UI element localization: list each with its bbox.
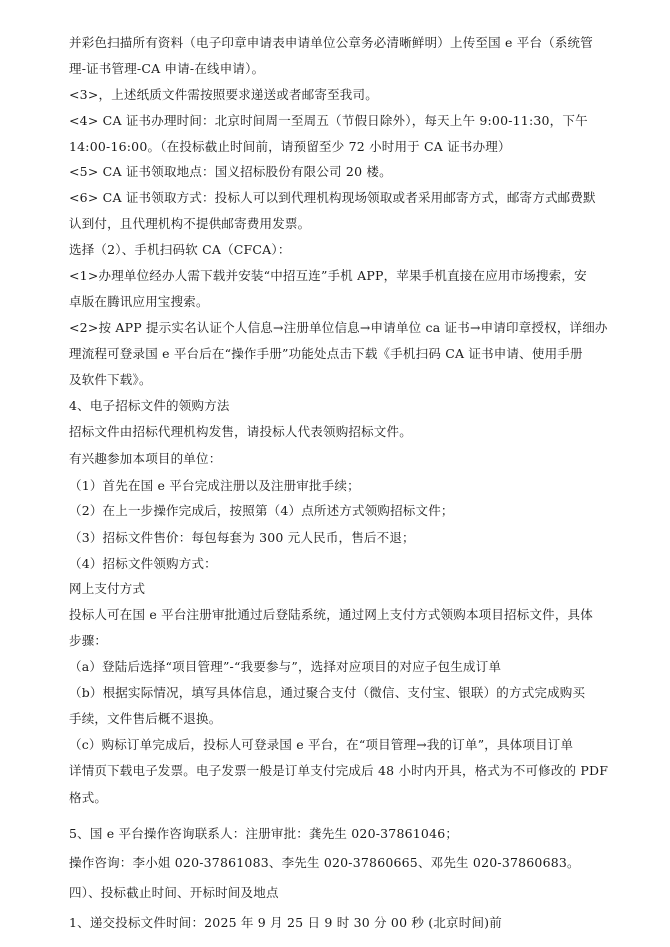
text-line: 操作咨询：李小姐 020-37861083、李先生 020-37860665、邓先生 020-37860683。 <box>69 855 580 870</box>
text-line: <3>，上述纸质文件需按照要求递送或者邮寄至我司。 <box>69 87 378 102</box>
text-line: 有兴趣参加本项目的单位： <box>69 451 222 466</box>
text-line: （a）登陆后选择“项目管理”-“我要参与”，选择对应项目的对应子包生成订单 <box>69 659 502 674</box>
text-line: 卓版在腾讯应用宝搜索。 <box>69 294 209 309</box>
text-line: 1、递交投标文件时间：2025 年 9 月 25 日 9 时 30 分 00 秒 (北京时间)前 <box>69 915 502 930</box>
text-line: （b）根据实际情况，填写具体信息，通过聚合支付（微信、支付宝、银联）的方式完成购买 <box>69 685 586 700</box>
text-line: 网上支付方式 <box>69 581 146 596</box>
text-line: 手续，文件售后概不退换。 <box>69 711 222 726</box>
text-line: <1>办理单位经办人需下载并安装“中招互连”手机 APP，苹果手机直接在应用市场搜索，安 <box>69 268 587 283</box>
text-line: （3）招标文件售价：每包每套为 300 元人民币，售后不退； <box>69 530 415 545</box>
text-line: 理-证书管理-CA 申请-在线申请）。 <box>69 61 265 76</box>
text-line: 理流程可登录国 e 平台后在“操作手册”功能处点击下载《手机扫码 CA 证书申请、使用手册 <box>69 346 583 361</box>
text-line: 认到付，且代理机构不提供邮寄费用发票。 <box>69 216 311 231</box>
text-line: （1）首先在国 e 平台完成注册以及注册审批手续； <box>69 478 360 493</box>
text-line: 并彩色扫描所有资料（电子印章申请表申请单位公章务必清晰鲜明）上传至国 e 平台（系统管 <box>69 35 593 50</box>
text-line: （2）在上一步操作完成后，按照第（4）点所述方式领购招标文件； <box>69 503 454 518</box>
text-line: <4> CA 证书办理时间：北京时间周一至周五（节假日除外），每天上午 9:00-11:30，下午 <box>69 113 588 128</box>
text-line: 14:00-16:00。（在投标截止时间前，请预留至少 72 小时用于 CA 证书办理） <box>69 139 511 154</box>
text-line: <2>按 APP 提示实名认证个人信息→注册单位信息→申请单位 ca 证书→申请印章授权，详细办 <box>69 320 608 335</box>
text-line: 招标文件由招标代理机构发售，请投标人代表领购招标文件。 <box>69 424 412 439</box>
text-line: 及软件下载》。 <box>69 372 152 387</box>
text-line: （c）购标订单完成后，投标人可登录国 e 平台，在“项目管理→我的订单”，具体项目订单 <box>69 737 574 752</box>
text-line: 选择（2）、手机扫码软 CA（CFCA）： <box>69 242 291 257</box>
section-heading: 四）、投标截止时间、开标时间及地点 <box>69 885 279 900</box>
text-line: 投标人可在国 e 平台注册审批通过后登陆系统，通过网上支付方式领购本项目招标文件，具体 <box>69 607 593 622</box>
text-line: 格式。 <box>69 790 108 805</box>
text-line: （4）招标文件领购方式： <box>69 556 217 571</box>
text-line: <5> CA 证书领取地点：国义招标股份有限公司 20 楼。 <box>69 164 392 179</box>
section-heading: 5、国 e 平台操作咨询联系人：注册审批：龚先生 020-37861046； <box>69 826 459 841</box>
text-line: 详情页下载电子发票。电子发票一般是订单支付完成后 48 小时内开具，格式为不可修改的 PDF <box>69 763 609 778</box>
text-line: 步骤： <box>69 633 108 648</box>
section-heading: 4、电子招标文件的领购方法 <box>69 398 230 413</box>
text-line: <6> CA 证书领取方式：投标人可以到代理机构现场领取或者采用邮寄方式，邮寄方式邮费默 <box>69 190 596 205</box>
